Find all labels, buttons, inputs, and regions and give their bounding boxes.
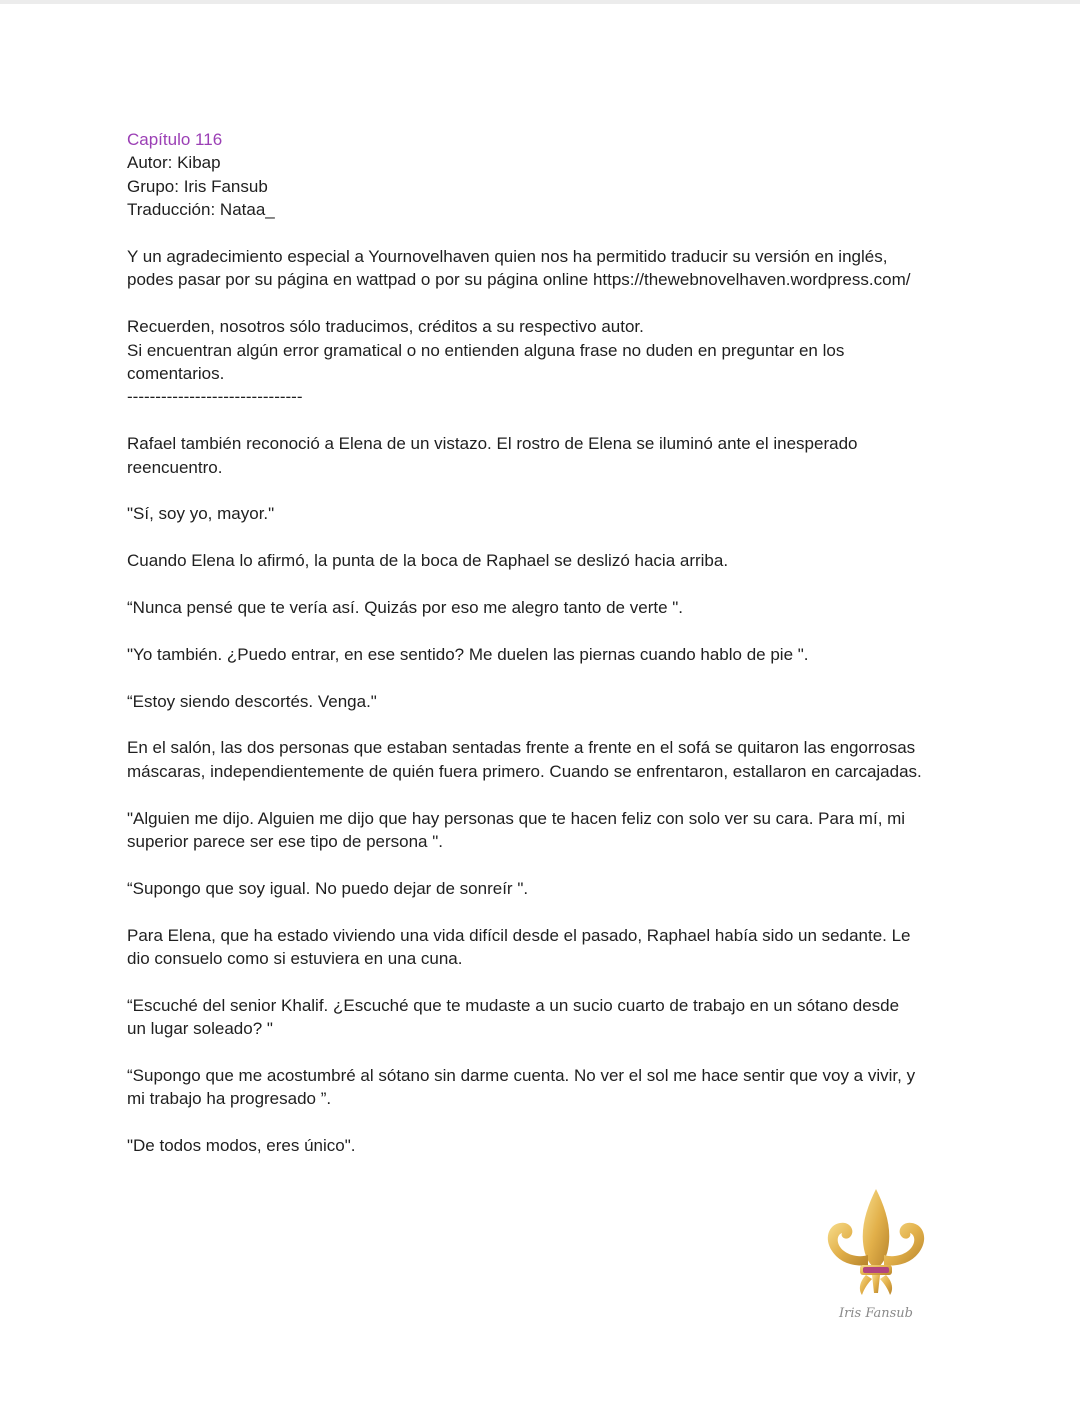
group-line: Grupo: Iris Fansub: [127, 176, 268, 196]
story-line: Cuando Elena lo afirmó, la punta de la boca de Raphael se deslizó hacia arriba.: [127, 551, 729, 571]
author-line: Autor: Kibap: [127, 153, 221, 173]
story-line: Para Elena, que ha estado viviendo una vida difícil desde el pasado, Raphael había sido un sedante. Le: [127, 925, 911, 945]
story-line: dio consuelo como si estuviera en una cuna.: [127, 949, 463, 969]
story-line: superior parece ser ese tipo de persona ".: [127, 832, 443, 852]
errors-line: Si encuentran algún error gramatical o no entienden alguna frase no duden en preguntar en los: [127, 340, 845, 360]
top-border: [0, 0, 1080, 4]
story-paragraph: [127, 549, 957, 572]
story-line: En el salón, las dos personas que estaban sentadas frente a frente en el sofá se quitaron las engorrosas: [127, 738, 916, 758]
thanks-line: Y un agradecimiento especial a Yournovelhaven quien nos ha permitido traducir su versión en inglés,: [127, 247, 888, 267]
chapter-header: [127, 128, 957, 222]
notice-paragraph: [127, 315, 957, 409]
story-paragraph: [127, 807, 957, 854]
story-line: "Alguien me dijo. Alguien me dijo que hay personas que te hacen feliz con solo ver su cara. Para mí, mi: [127, 808, 906, 828]
errors-line: comentarios.: [127, 364, 225, 384]
story-paragraph: [127, 643, 957, 666]
story-paragraph: [127, 736, 957, 783]
story-paragraph: [127, 924, 957, 971]
story-line: “Supongo que me acostumbré al sótano sin darme cuenta. No ver el sol me hace sentir que voy a vivir, y: [127, 1066, 916, 1086]
story-line: reencuentro.: [127, 457, 223, 477]
separator-line: -------------------------------: [127, 387, 303, 407]
logo-caption: Iris Fansub: [839, 1306, 913, 1321]
credits-line: Recuerden, nosotros sólo traducimos, créditos a su respectivo autor.: [127, 317, 644, 337]
story-line: máscaras, independientemente de quién fuera primero. Cuando se enfrentaron, estallaron en carcajadas.: [127, 761, 922, 781]
story-paragraph: [127, 432, 957, 479]
story-paragraph: [127, 502, 957, 525]
story-line: mi trabajo ha progresado ”.: [127, 1089, 332, 1109]
story-line: “Nunca pensé que te vería así. Quizás por eso me alegro tanto de verte ".: [127, 598, 684, 618]
story-line: “Escuché del senior Khalif. ¿Escuché que te mudaste a un sucio cuarto de trabajo en un sótano desde: [127, 995, 900, 1015]
translator-line: Traducción: Nataa_: [127, 200, 275, 220]
story-paragraph: [127, 596, 957, 619]
story-line: un lugar soleado? ": [127, 1019, 273, 1039]
iris-fansub-logo: [818, 1185, 934, 1325]
story-line: “Supongo que soy igual. No puedo dejar de sonreír ".: [127, 878, 529, 898]
thanks-line: podes pasar por su página en wattpad o por su página online https://thewebnovelhaven.wordpress.com/: [127, 270, 911, 290]
chapter-title: Capítulo 116: [127, 130, 223, 149]
story-paragraph: [127, 1134, 957, 1157]
document-body: [127, 128, 957, 1181]
story-paragraph: [127, 690, 957, 713]
story-line: “Estoy siendo descortés. Venga.": [127, 691, 377, 711]
thanks-paragraph: [127, 245, 957, 292]
story-line: Rafael también reconoció a Elena de un vistazo. El rostro de Elena se iluminó ante el inesperado: [127, 434, 858, 454]
story-line: "Yo también. ¿Puedo entrar, en ese sentido? Me duelen las piernas cuando hablo de pie ".: [127, 644, 809, 664]
story-line: "De todos modos, eres único".: [127, 1136, 356, 1156]
story-line: "Sí, soy yo, mayor.": [127, 504, 275, 524]
story-paragraph: [127, 994, 957, 1041]
fleur-de-lis-icon: [818, 1185, 934, 1325]
story-paragraph: [127, 877, 957, 900]
story-paragraph: [127, 1064, 957, 1111]
